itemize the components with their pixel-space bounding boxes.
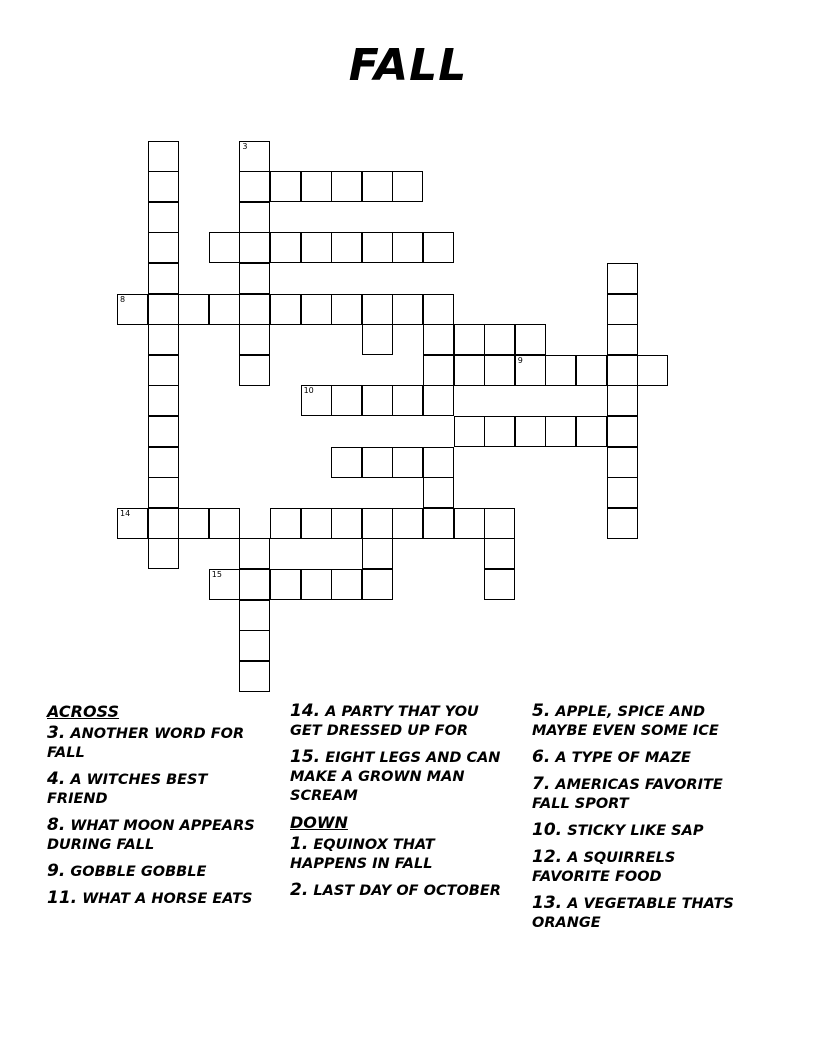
grid-cell[interactable] [209, 569, 240, 600]
grid-cell[interactable] [392, 508, 423, 539]
grid-cell[interactable] [362, 232, 393, 263]
grid-cell[interactable] [423, 232, 454, 263]
grid-cell[interactable] [607, 385, 638, 416]
grid-cell[interactable] [392, 447, 423, 478]
grid-cell[interactable] [148, 202, 179, 233]
grid-cell[interactable] [423, 508, 454, 539]
clue-across-15: 15. EIGHT LEGS AND CAN MAKE A GROWN MAN SCREAM [290, 747, 501, 804]
clue-across-4: 4. A WITCHES BEST FRIEND [47, 769, 208, 807]
grid-cell[interactable] [148, 141, 179, 172]
grid-cell[interactable] [362, 324, 393, 355]
grid-cell[interactable] [576, 416, 607, 447]
grid-cell[interactable] [423, 294, 454, 325]
clue-number: 15 [211, 570, 222, 579]
grid-cell[interactable] [545, 355, 576, 386]
grid-cell[interactable] [239, 202, 270, 233]
grid-cell[interactable] [607, 355, 638, 386]
grid-cell[interactable] [362, 538, 393, 569]
grid-cell[interactable] [148, 538, 179, 569]
grid-cell[interactable] [239, 141, 270, 172]
grid-cell[interactable] [239, 661, 270, 692]
grid-cell[interactable] [239, 263, 270, 294]
grid-cell[interactable] [454, 508, 485, 539]
grid-cell[interactable] [392, 385, 423, 416]
grid-cell[interactable] [331, 569, 362, 600]
grid-cell[interactable] [454, 355, 485, 386]
down-heading: DOWN [290, 813, 348, 832]
grid-cell[interactable] [484, 324, 515, 355]
clue-down-12: 12. A SQUIRRELS FAVORITE FOOD [532, 847, 676, 885]
grid-cell[interactable] [148, 477, 179, 508]
grid-cell[interactable] [209, 232, 240, 263]
grid-cell[interactable] [331, 447, 362, 478]
grid-cell[interactable] [239, 600, 270, 631]
grid-cell[interactable] [148, 171, 179, 202]
grid-cell[interactable] [362, 447, 393, 478]
grid-cell[interactable] [148, 324, 179, 355]
grid-cell[interactable] [607, 477, 638, 508]
grid-cell[interactable] [178, 508, 209, 539]
grid-cell[interactable] [270, 569, 301, 600]
grid-cell[interactable] [239, 538, 270, 569]
grid-cell[interactable] [423, 385, 454, 416]
clue-down-2: 2. LAST DAY OF OCTOBER [290, 880, 501, 900]
grid-cell[interactable] [362, 569, 393, 600]
grid-cell[interactable] [607, 416, 638, 447]
grid-cell[interactable] [484, 416, 515, 447]
grid-cell[interactable] [392, 171, 423, 202]
grid-cell[interactable] [362, 385, 393, 416]
clue-across-3: 3. ANOTHER WORD FOR FALL [47, 723, 245, 761]
grid-cell[interactable] [148, 294, 179, 325]
grid-cell[interactable] [484, 569, 515, 600]
clue-down-5: 5. APPLE, SPICE AND MAYBE EVEN SOME ICE [532, 701, 719, 739]
grid-cell[interactable] [484, 355, 515, 386]
grid-cell[interactable] [209, 508, 240, 539]
clue-number: 10 [303, 386, 314, 396]
clue-number: 8 [120, 294, 126, 304]
grid-cell[interactable] [239, 569, 270, 600]
grid-cell[interactable] [301, 385, 332, 416]
grid-cell[interactable] [117, 508, 148, 539]
clue-across-8: 8. WHAT MOON APPEARS DURING FALL [47, 815, 255, 853]
clue-across-14: 14. A PARTY THAT YOU GET DRESSED UP FOR [290, 701, 479, 739]
grid-cell[interactable] [607, 508, 638, 539]
grid-cell[interactable] [423, 477, 454, 508]
grid-cell[interactable] [515, 324, 546, 355]
grid-cell[interactable] [148, 508, 179, 539]
grid-cell[interactable] [209, 294, 240, 325]
grid-cell[interactable] [515, 416, 546, 447]
grid-cell[interactable] [148, 232, 179, 263]
grid-cell[interactable] [148, 355, 179, 386]
clue-down-10: 10. STICKY LIKE SAP [532, 820, 704, 840]
grid-cell[interactable] [515, 355, 546, 386]
grid-cell[interactable] [148, 416, 179, 447]
grid-cell[interactable] [454, 416, 485, 447]
grid-cell[interactable] [301, 232, 332, 263]
grid-cell[interactable] [331, 385, 362, 416]
grid-cell[interactable] [301, 508, 332, 539]
clue-down-13: 13. A VEGETABLE THATS ORANGE [532, 893, 734, 931]
clue-down-7: 7. AMERICAS FAVORITE FALL SPORT [532, 774, 723, 812]
grid-cell[interactable] [362, 294, 393, 325]
grid-cell[interactable] [607, 447, 638, 478]
grid-cell[interactable] [301, 171, 332, 202]
grid-cell[interactable] [423, 355, 454, 386]
across-heading: ACROSS [47, 702, 120, 721]
grid-cell[interactable] [607, 263, 638, 294]
grid-cell[interactable] [239, 324, 270, 355]
grid-cell[interactable] [331, 508, 362, 539]
grid-cell[interactable] [484, 538, 515, 569]
grid-cell[interactable] [637, 355, 668, 386]
clues-column-2 [290, 702, 515, 908]
grid-cell[interactable] [362, 171, 393, 202]
grid-cell[interactable] [392, 232, 423, 263]
grid-cell[interactable] [331, 232, 362, 263]
grid-cell[interactable] [239, 355, 270, 386]
grid-cell[interactable] [178, 294, 209, 325]
clues-column-3 [532, 702, 757, 940]
grid-cell[interactable] [239, 171, 270, 202]
grid-cell[interactable] [576, 355, 607, 386]
grid-cell[interactable] [362, 508, 393, 539]
clue-number: 14 [120, 508, 131, 518]
grid-cell[interactable] [607, 324, 638, 355]
grid-cell[interactable] [484, 508, 515, 539]
clue-number: 3 [242, 141, 248, 151]
grid-cell[interactable] [423, 447, 454, 478]
grid-cell[interactable] [331, 171, 362, 202]
puzzle-title: FALL [348, 40, 468, 91]
grid-cell[interactable] [239, 294, 270, 325]
grid-cell[interactable] [239, 232, 270, 263]
clue-across-9: 9. GOBBLE GOBBLE [47, 861, 207, 881]
clue-number: 9 [517, 355, 523, 365]
grid-cell[interactable] [148, 447, 179, 478]
grid-cell[interactable] [270, 294, 301, 325]
grid-cell[interactable] [331, 294, 362, 325]
grid-cell[interactable] [301, 569, 332, 600]
grid-cell[interactable] [239, 630, 270, 661]
grid-cell[interactable] [117, 294, 148, 325]
grid-cell[interactable] [454, 324, 485, 355]
grid-cell[interactable] [148, 263, 179, 294]
grid-cell[interactable] [301, 294, 332, 325]
clues-column-1 [47, 702, 257, 916]
clue-down-6: 6. A TYPE OF MAZE [532, 747, 691, 767]
grid-cell[interactable] [392, 294, 423, 325]
clue-across-11: 11. WHAT A HORSE EATS [47, 888, 253, 908]
grid-cell[interactable] [423, 324, 454, 355]
grid-cell[interactable] [607, 294, 638, 325]
grid-cell[interactable] [270, 171, 301, 202]
clue-down-1: 1. EQUINOX THAT HAPPENS IN FALL [290, 834, 435, 872]
grid-cell[interactable] [148, 385, 179, 416]
grid-cell[interactable] [270, 508, 301, 539]
grid-cell[interactable] [270, 232, 301, 263]
grid-cell[interactable] [545, 416, 576, 447]
